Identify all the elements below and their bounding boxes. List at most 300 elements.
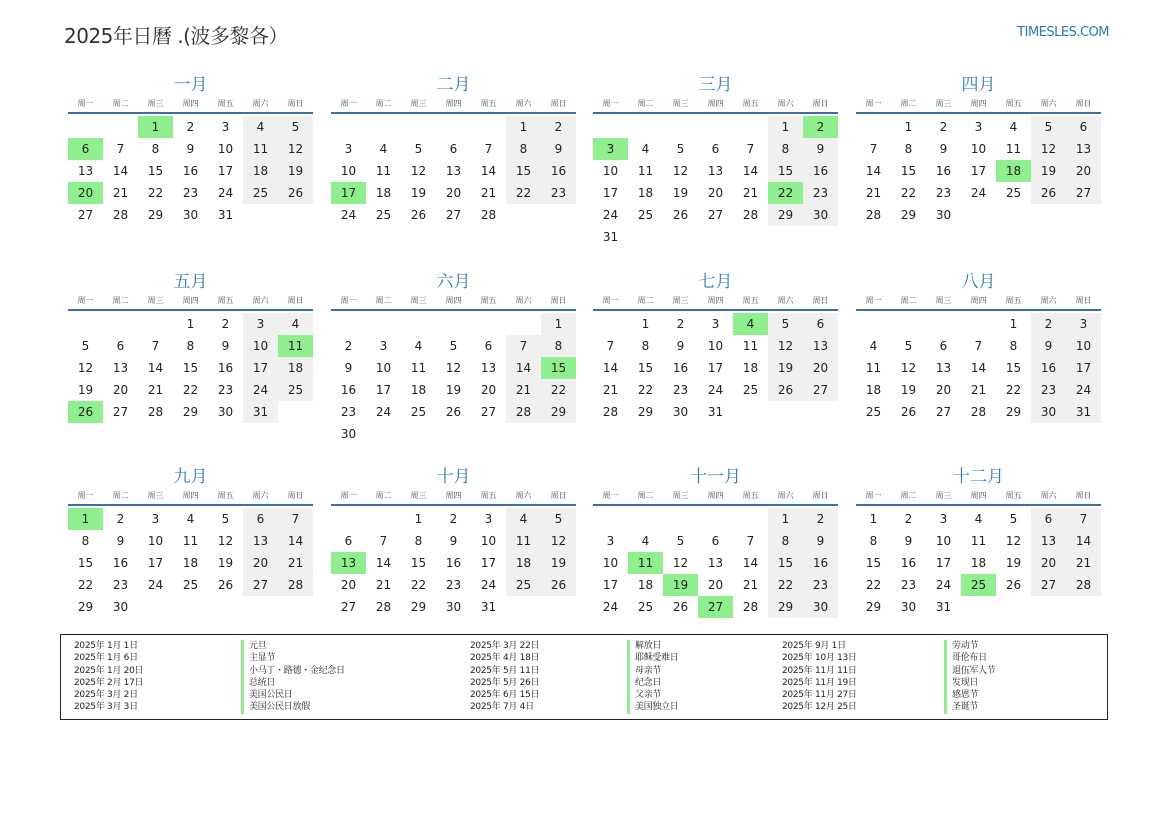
day-cell[interactable]: 10 bbox=[970, 142, 987, 156]
day-cell[interactable]: 28 bbox=[742, 208, 759, 222]
day-cell[interactable]: 23 bbox=[340, 405, 357, 419]
day-cell[interactable]: 6 bbox=[711, 142, 720, 156]
day-cell[interactable]: 31 bbox=[217, 208, 234, 222]
day-cell[interactable]: 21 bbox=[742, 186, 759, 200]
day-cell[interactable]: 2 bbox=[221, 317, 230, 331]
day-cell[interactable]: 3 bbox=[1066, 313, 1101, 335]
day-cell[interactable]: 20 bbox=[1031, 552, 1066, 574]
day-cell[interactable]: 2 bbox=[803, 508, 838, 530]
day-cell[interactable]: 14 bbox=[375, 556, 392, 570]
day-cell[interactable]: 22 bbox=[77, 578, 94, 592]
day-cell[interactable]: 29 bbox=[900, 208, 917, 222]
day-cell[interactable]: 26 bbox=[1031, 182, 1066, 204]
day-cell[interactable]: 12 bbox=[672, 164, 689, 178]
day-cell[interactable]: 31 bbox=[243, 401, 278, 423]
day-cell[interactable]: 10 bbox=[707, 339, 724, 353]
day-cell[interactable]: 14 bbox=[278, 530, 313, 552]
day-cell[interactable]: 10 bbox=[217, 142, 234, 156]
day-cell[interactable]: 8 bbox=[768, 138, 803, 160]
day-cell[interactable]: 17 bbox=[602, 186, 619, 200]
day-cell[interactable]: 20 bbox=[480, 383, 497, 397]
day-cell[interactable]: 12 bbox=[1005, 534, 1022, 548]
day-cell[interactable]: 28 bbox=[506, 401, 541, 423]
day-cell[interactable]: 3 bbox=[711, 317, 720, 331]
day-cell[interactable]: 18 bbox=[182, 556, 199, 570]
day-cell[interactable]: 26 bbox=[217, 578, 234, 592]
holiday-day-cell[interactable]: 11 bbox=[278, 335, 313, 357]
day-cell[interactable]: 3 bbox=[344, 142, 353, 156]
day-cell[interactable]: 9 bbox=[449, 534, 458, 548]
day-cell[interactable]: 8 bbox=[768, 530, 803, 552]
day-cell[interactable]: 12 bbox=[77, 361, 94, 375]
day-cell[interactable]: 23 bbox=[803, 574, 838, 596]
day-cell[interactable]: 4 bbox=[278, 313, 313, 335]
day-cell[interactable]: 21 bbox=[112, 186, 129, 200]
day-cell[interactable]: 23 bbox=[900, 578, 917, 592]
day-cell[interactable]: 16 bbox=[182, 164, 199, 178]
day-cell[interactable]: 23 bbox=[935, 186, 952, 200]
holiday-day-cell[interactable]: 25 bbox=[961, 574, 996, 596]
day-cell[interactable]: 29 bbox=[768, 204, 803, 226]
day-cell[interactable]: 16 bbox=[340, 383, 357, 397]
day-cell[interactable]: 18 bbox=[865, 383, 882, 397]
day-cell[interactable]: 18 bbox=[637, 186, 654, 200]
day-cell[interactable]: 7 bbox=[1066, 508, 1101, 530]
day-cell[interactable]: 15 bbox=[768, 160, 803, 182]
day-cell[interactable]: 4 bbox=[1009, 120, 1018, 134]
day-cell[interactable]: 1 bbox=[186, 317, 195, 331]
day-cell[interactable]: 29 bbox=[147, 208, 164, 222]
day-cell[interactable]: 21 bbox=[480, 186, 497, 200]
day-cell[interactable]: 14 bbox=[742, 164, 759, 178]
day-cell[interactable]: 17 bbox=[480, 556, 497, 570]
day-cell[interactable]: 12 bbox=[900, 361, 917, 375]
day-cell[interactable]: 26 bbox=[278, 182, 313, 204]
day-cell[interactable]: 20 bbox=[803, 357, 838, 379]
holiday-day-cell[interactable]: 22 bbox=[768, 182, 803, 204]
day-cell[interactable]: 30 bbox=[803, 596, 838, 618]
day-cell[interactable]: 25 bbox=[243, 182, 278, 204]
day-cell[interactable]: 31 bbox=[602, 230, 619, 244]
day-cell[interactable]: 5 bbox=[676, 534, 685, 548]
day-cell[interactable]: 4 bbox=[379, 142, 388, 156]
day-cell[interactable]: 28 bbox=[865, 208, 882, 222]
holiday-day-cell[interactable]: 15 bbox=[541, 357, 576, 379]
day-cell[interactable]: 12 bbox=[410, 164, 427, 178]
day-cell[interactable]: 7 bbox=[746, 142, 755, 156]
day-cell[interactable]: 20 bbox=[445, 186, 462, 200]
day-cell[interactable]: 13 bbox=[445, 164, 462, 178]
day-cell[interactable]: 21 bbox=[865, 186, 882, 200]
day-cell[interactable]: 30 bbox=[672, 405, 689, 419]
day-cell[interactable]: 7 bbox=[746, 534, 755, 548]
day-cell[interactable]: 19 bbox=[410, 186, 427, 200]
day-cell[interactable]: 13 bbox=[77, 164, 94, 178]
day-cell[interactable]: 4 bbox=[641, 142, 650, 156]
day-cell[interactable]: 20 bbox=[1066, 160, 1101, 182]
day-cell[interactable]: 2 bbox=[939, 120, 948, 134]
day-cell[interactable]: 18 bbox=[375, 186, 392, 200]
day-cell[interactable]: 2 bbox=[186, 120, 195, 134]
day-cell[interactable]: 21 bbox=[506, 379, 541, 401]
day-cell[interactable]: 18 bbox=[278, 357, 313, 379]
day-cell[interactable]: 12 bbox=[278, 138, 313, 160]
day-cell[interactable]: 19 bbox=[672, 186, 689, 200]
day-cell[interactable]: 26 bbox=[541, 574, 576, 596]
day-cell[interactable]: 24 bbox=[480, 578, 497, 592]
day-cell[interactable]: 29 bbox=[541, 401, 576, 423]
day-cell[interactable]: 21 bbox=[278, 552, 313, 574]
day-cell[interactable]: 8 bbox=[186, 339, 195, 353]
day-cell[interactable]: 6 bbox=[1066, 116, 1101, 138]
day-cell[interactable]: 11 bbox=[182, 534, 199, 548]
holiday-day-cell[interactable]: 27 bbox=[698, 596, 733, 618]
day-cell[interactable]: 2 bbox=[344, 339, 353, 353]
day-cell[interactable]: 29 bbox=[410, 600, 427, 614]
day-cell[interactable]: 7 bbox=[869, 142, 878, 156]
day-cell[interactable]: 15 bbox=[865, 556, 882, 570]
day-cell[interactable]: 24 bbox=[340, 208, 357, 222]
day-cell[interactable]: 4 bbox=[974, 512, 983, 526]
day-cell[interactable]: 15 bbox=[410, 556, 427, 570]
day-cell[interactable]: 5 bbox=[1009, 512, 1018, 526]
holiday-day-cell[interactable]: 1 bbox=[68, 508, 103, 530]
day-cell[interactable]: 19 bbox=[541, 552, 576, 574]
day-cell[interactable]: 5 bbox=[1031, 116, 1066, 138]
holiday-day-cell[interactable]: 3 bbox=[593, 138, 628, 160]
day-cell[interactable]: 22 bbox=[768, 574, 803, 596]
day-cell[interactable]: 24 bbox=[1066, 379, 1101, 401]
holiday-day-cell[interactable]: 18 bbox=[996, 160, 1031, 182]
day-cell[interactable]: 4 bbox=[506, 508, 541, 530]
day-cell[interactable]: 7 bbox=[606, 339, 615, 353]
day-cell[interactable]: 17 bbox=[243, 357, 278, 379]
day-cell[interactable]: 8 bbox=[506, 138, 541, 160]
day-cell[interactable]: 20 bbox=[707, 578, 724, 592]
day-cell[interactable]: 15 bbox=[768, 552, 803, 574]
day-cell[interactable]: 1 bbox=[641, 317, 650, 331]
day-cell[interactable]: 14 bbox=[1066, 530, 1101, 552]
day-cell[interactable]: 6 bbox=[116, 339, 125, 353]
day-cell[interactable]: 7 bbox=[974, 339, 983, 353]
day-cell[interactable]: 1 bbox=[506, 116, 541, 138]
day-cell[interactable]: 9 bbox=[904, 534, 913, 548]
day-cell[interactable]: 6 bbox=[344, 534, 353, 548]
day-cell[interactable]: 1 bbox=[414, 512, 423, 526]
day-cell[interactable]: 22 bbox=[541, 379, 576, 401]
day-cell[interactable]: 12 bbox=[541, 530, 576, 552]
day-cell[interactable]: 16 bbox=[803, 552, 838, 574]
day-cell[interactable]: 25 bbox=[506, 574, 541, 596]
day-cell[interactable]: 12 bbox=[672, 556, 689, 570]
day-cell[interactable]: 23 bbox=[112, 578, 129, 592]
day-cell[interactable]: 8 bbox=[869, 534, 878, 548]
day-cell[interactable]: 4 bbox=[243, 116, 278, 138]
day-cell[interactable]: 18 bbox=[742, 361, 759, 375]
holiday-day-cell[interactable]: 26 bbox=[68, 401, 103, 423]
day-cell[interactable]: 25 bbox=[865, 405, 882, 419]
day-cell[interactable]: 26 bbox=[1005, 578, 1022, 592]
day-cell[interactable]: 24 bbox=[217, 186, 234, 200]
day-cell[interactable]: 23 bbox=[672, 383, 689, 397]
day-cell[interactable]: 24 bbox=[707, 383, 724, 397]
day-cell[interactable]: 5 bbox=[414, 142, 423, 156]
day-cell[interactable]: 7 bbox=[484, 142, 493, 156]
day-cell[interactable]: 30 bbox=[217, 405, 234, 419]
day-cell[interactable]: 14 bbox=[970, 361, 987, 375]
day-cell[interactable]: 25 bbox=[637, 208, 654, 222]
day-cell[interactable]: 4 bbox=[869, 339, 878, 353]
day-cell[interactable]: 25 bbox=[375, 208, 392, 222]
day-cell[interactable]: 14 bbox=[742, 556, 759, 570]
holiday-day-cell[interactable]: 11 bbox=[628, 552, 663, 574]
day-cell[interactable]: 25 bbox=[742, 383, 759, 397]
day-cell[interactable]: 25 bbox=[182, 578, 199, 592]
day-cell[interactable]: 29 bbox=[768, 596, 803, 618]
day-cell[interactable]: 27 bbox=[1066, 182, 1101, 204]
day-cell[interactable]: 11 bbox=[970, 534, 987, 548]
day-cell[interactable]: 9 bbox=[344, 361, 353, 375]
day-cell[interactable]: 19 bbox=[1031, 160, 1066, 182]
day-cell[interactable]: 27 bbox=[935, 405, 952, 419]
day-cell[interactable]: 15 bbox=[77, 556, 94, 570]
day-cell[interactable]: 24 bbox=[147, 578, 164, 592]
day-cell[interactable]: 20 bbox=[935, 383, 952, 397]
day-cell[interactable]: 29 bbox=[1005, 405, 1022, 419]
day-cell[interactable]: 21 bbox=[147, 383, 164, 397]
day-cell[interactable]: 25 bbox=[637, 600, 654, 614]
day-cell[interactable]: 23 bbox=[217, 383, 234, 397]
day-cell[interactable]: 22 bbox=[637, 383, 654, 397]
day-cell[interactable]: 17 bbox=[1066, 357, 1101, 379]
day-cell[interactable]: 12 bbox=[217, 534, 234, 548]
day-cell[interactable]: 21 bbox=[602, 383, 619, 397]
day-cell[interactable]: 13 bbox=[480, 361, 497, 375]
day-cell[interactable]: 7 bbox=[506, 335, 541, 357]
day-cell[interactable]: 13 bbox=[707, 164, 724, 178]
holiday-day-cell[interactable]: 20 bbox=[68, 182, 103, 204]
day-cell[interactable]: 17 bbox=[970, 164, 987, 178]
day-cell[interactable]: 19 bbox=[768, 357, 803, 379]
day-cell[interactable]: 7 bbox=[151, 339, 160, 353]
day-cell[interactable]: 28 bbox=[1066, 574, 1101, 596]
day-cell[interactable]: 8 bbox=[151, 142, 160, 156]
day-cell[interactable]: 30 bbox=[340, 427, 357, 441]
day-cell[interactable]: 9 bbox=[541, 138, 576, 160]
day-cell[interactable]: 12 bbox=[445, 361, 462, 375]
day-cell[interactable]: 28 bbox=[112, 208, 129, 222]
day-cell[interactable]: 18 bbox=[506, 552, 541, 574]
day-cell[interactable]: 1 bbox=[904, 120, 913, 134]
day-cell[interactable]: 18 bbox=[410, 383, 427, 397]
day-cell[interactable]: 31 bbox=[1066, 401, 1101, 423]
day-cell[interactable]: 18 bbox=[637, 578, 654, 592]
day-cell[interactable]: 4 bbox=[186, 512, 195, 526]
day-cell[interactable]: 21 bbox=[742, 578, 759, 592]
day-cell[interactable]: 24 bbox=[375, 405, 392, 419]
day-cell[interactable]: 30 bbox=[1031, 401, 1066, 423]
day-cell[interactable]: 19 bbox=[77, 383, 94, 397]
holiday-day-cell[interactable]: 2 bbox=[803, 116, 838, 138]
day-cell[interactable]: 20 bbox=[243, 552, 278, 574]
day-cell[interactable]: 21 bbox=[375, 578, 392, 592]
day-cell[interactable]: 4 bbox=[641, 534, 650, 548]
day-cell[interactable]: 17 bbox=[217, 164, 234, 178]
day-cell[interactable]: 23 bbox=[1031, 379, 1066, 401]
day-cell[interactable]: 13 bbox=[1066, 138, 1101, 160]
day-cell[interactable]: 16 bbox=[935, 164, 952, 178]
day-cell[interactable]: 9 bbox=[803, 530, 838, 552]
day-cell[interactable]: 28 bbox=[480, 208, 497, 222]
day-cell[interactable]: 6 bbox=[484, 339, 493, 353]
day-cell[interactable]: 24 bbox=[970, 186, 987, 200]
day-cell[interactable]: 14 bbox=[602, 361, 619, 375]
day-cell[interactable]: 27 bbox=[243, 574, 278, 596]
day-cell[interactable]: 30 bbox=[900, 600, 917, 614]
day-cell[interactable]: 9 bbox=[803, 138, 838, 160]
day-cell[interactable]: 23 bbox=[445, 578, 462, 592]
day-cell[interactable]: 25 bbox=[1005, 186, 1022, 200]
day-cell[interactable]: 10 bbox=[147, 534, 164, 548]
day-cell[interactable]: 30 bbox=[803, 204, 838, 226]
day-cell[interactable]: 20 bbox=[112, 383, 129, 397]
day-cell[interactable]: 3 bbox=[939, 512, 948, 526]
day-cell[interactable]: 30 bbox=[182, 208, 199, 222]
day-cell[interactable]: 27 bbox=[112, 405, 129, 419]
day-cell[interactable]: 22 bbox=[865, 578, 882, 592]
day-cell[interactable]: 1 bbox=[768, 116, 803, 138]
day-cell[interactable]: 9 bbox=[116, 534, 125, 548]
day-cell[interactable]: 5 bbox=[768, 313, 803, 335]
day-cell[interactable]: 22 bbox=[506, 182, 541, 204]
day-cell[interactable]: 2 bbox=[904, 512, 913, 526]
day-cell[interactable]: 27 bbox=[803, 379, 838, 401]
day-cell[interactable]: 22 bbox=[900, 186, 917, 200]
day-cell[interactable]: 11 bbox=[506, 530, 541, 552]
day-cell[interactable]: 26 bbox=[768, 379, 803, 401]
day-cell[interactable]: 6 bbox=[243, 508, 278, 530]
day-cell[interactable]: 8 bbox=[81, 534, 90, 548]
day-cell[interactable]: 2 bbox=[449, 512, 458, 526]
day-cell[interactable]: 7 bbox=[379, 534, 388, 548]
day-cell[interactable]: 27 bbox=[707, 208, 724, 222]
day-cell[interactable]: 15 bbox=[182, 361, 199, 375]
day-cell[interactable]: 5 bbox=[676, 142, 685, 156]
day-cell[interactable]: 31 bbox=[480, 600, 497, 614]
day-cell[interactable]: 8 bbox=[1009, 339, 1018, 353]
day-cell[interactable]: 5 bbox=[81, 339, 90, 353]
day-cell[interactable]: 1 bbox=[869, 512, 878, 526]
day-cell[interactable]: 11 bbox=[742, 339, 759, 353]
day-cell[interactable]: 16 bbox=[1031, 357, 1066, 379]
day-cell[interactable]: 27 bbox=[480, 405, 497, 419]
day-cell[interactable]: 13 bbox=[803, 335, 838, 357]
day-cell[interactable]: 30 bbox=[445, 600, 462, 614]
day-cell[interactable]: 16 bbox=[541, 160, 576, 182]
day-cell[interactable]: 14 bbox=[147, 361, 164, 375]
day-cell[interactable]: 17 bbox=[935, 556, 952, 570]
day-cell[interactable]: 18 bbox=[243, 160, 278, 182]
day-cell[interactable]: 24 bbox=[935, 578, 952, 592]
day-cell[interactable]: 2 bbox=[1031, 313, 1066, 335]
site-link[interactable]: TIMESLES.COM bbox=[1017, 25, 1109, 40]
day-cell[interactable]: 2 bbox=[541, 116, 576, 138]
day-cell[interactable]: 24 bbox=[243, 379, 278, 401]
day-cell[interactable]: 17 bbox=[375, 383, 392, 397]
day-cell[interactable]: 26 bbox=[672, 208, 689, 222]
day-cell[interactable]: 11 bbox=[1005, 142, 1022, 156]
day-cell[interactable]: 5 bbox=[278, 116, 313, 138]
day-cell[interactable]: 31 bbox=[707, 405, 724, 419]
day-cell[interactable]: 16 bbox=[217, 361, 234, 375]
day-cell[interactable]: 5 bbox=[449, 339, 458, 353]
day-cell[interactable]: 20 bbox=[707, 186, 724, 200]
day-cell[interactable]: 6 bbox=[803, 313, 838, 335]
day-cell[interactable]: 23 bbox=[803, 182, 838, 204]
day-cell[interactable]: 15 bbox=[506, 160, 541, 182]
day-cell[interactable]: 26 bbox=[900, 405, 917, 419]
day-cell[interactable]: 10 bbox=[243, 335, 278, 357]
day-cell[interactable]: 10 bbox=[1066, 335, 1101, 357]
day-cell[interactable]: 3 bbox=[606, 534, 615, 548]
holiday-day-cell[interactable]: 13 bbox=[331, 552, 366, 574]
day-cell[interactable]: 7 bbox=[278, 508, 313, 530]
day-cell[interactable]: 18 bbox=[970, 556, 987, 570]
day-cell[interactable]: 24 bbox=[602, 208, 619, 222]
day-cell[interactable]: 10 bbox=[340, 164, 357, 178]
day-cell[interactable]: 17 bbox=[707, 361, 724, 375]
day-cell[interactable]: 14 bbox=[506, 357, 541, 379]
day-cell[interactable]: 29 bbox=[637, 405, 654, 419]
day-cell[interactable]: 15 bbox=[147, 164, 164, 178]
day-cell[interactable]: 10 bbox=[480, 534, 497, 548]
day-cell[interactable]: 5 bbox=[221, 512, 230, 526]
day-cell[interactable]: 9 bbox=[221, 339, 230, 353]
day-cell[interactable]: 28 bbox=[970, 405, 987, 419]
holiday-day-cell[interactable]: 19 bbox=[663, 574, 698, 596]
day-cell[interactable]: 7 bbox=[116, 142, 125, 156]
day-cell[interactable]: 27 bbox=[445, 208, 462, 222]
day-cell[interactable]: 4 bbox=[414, 339, 423, 353]
day-cell[interactable]: 3 bbox=[974, 120, 983, 134]
holiday-day-cell[interactable]: 4 bbox=[733, 313, 768, 335]
day-cell[interactable]: 25 bbox=[278, 379, 313, 401]
day-cell[interactable]: 22 bbox=[182, 383, 199, 397]
day-cell[interactable]: 6 bbox=[1031, 508, 1066, 530]
day-cell[interactable]: 8 bbox=[541, 335, 576, 357]
day-cell[interactable]: 29 bbox=[182, 405, 199, 419]
day-cell[interactable]: 13 bbox=[112, 361, 129, 375]
day-cell[interactable]: 29 bbox=[77, 600, 94, 614]
day-cell[interactable]: 8 bbox=[904, 142, 913, 156]
day-cell[interactable]: 24 bbox=[602, 600, 619, 614]
day-cell[interactable]: 14 bbox=[865, 164, 882, 178]
day-cell[interactable]: 11 bbox=[637, 164, 654, 178]
day-cell[interactable]: 12 bbox=[1031, 138, 1066, 160]
day-cell[interactable]: 19 bbox=[445, 383, 462, 397]
day-cell[interactable]: 2 bbox=[676, 317, 685, 331]
day-cell[interactable]: 9 bbox=[676, 339, 685, 353]
day-cell[interactable]: 29 bbox=[865, 600, 882, 614]
day-cell[interactable]: 12 bbox=[768, 335, 803, 357]
day-cell[interactable]: 3 bbox=[221, 120, 230, 134]
day-cell[interactable]: 28 bbox=[742, 600, 759, 614]
day-cell[interactable]: 6 bbox=[711, 534, 720, 548]
day-cell[interactable]: 31 bbox=[935, 600, 952, 614]
day-cell[interactable]: 6 bbox=[449, 142, 458, 156]
day-cell[interactable]: 19 bbox=[900, 383, 917, 397]
day-cell[interactable]: 27 bbox=[340, 600, 357, 614]
